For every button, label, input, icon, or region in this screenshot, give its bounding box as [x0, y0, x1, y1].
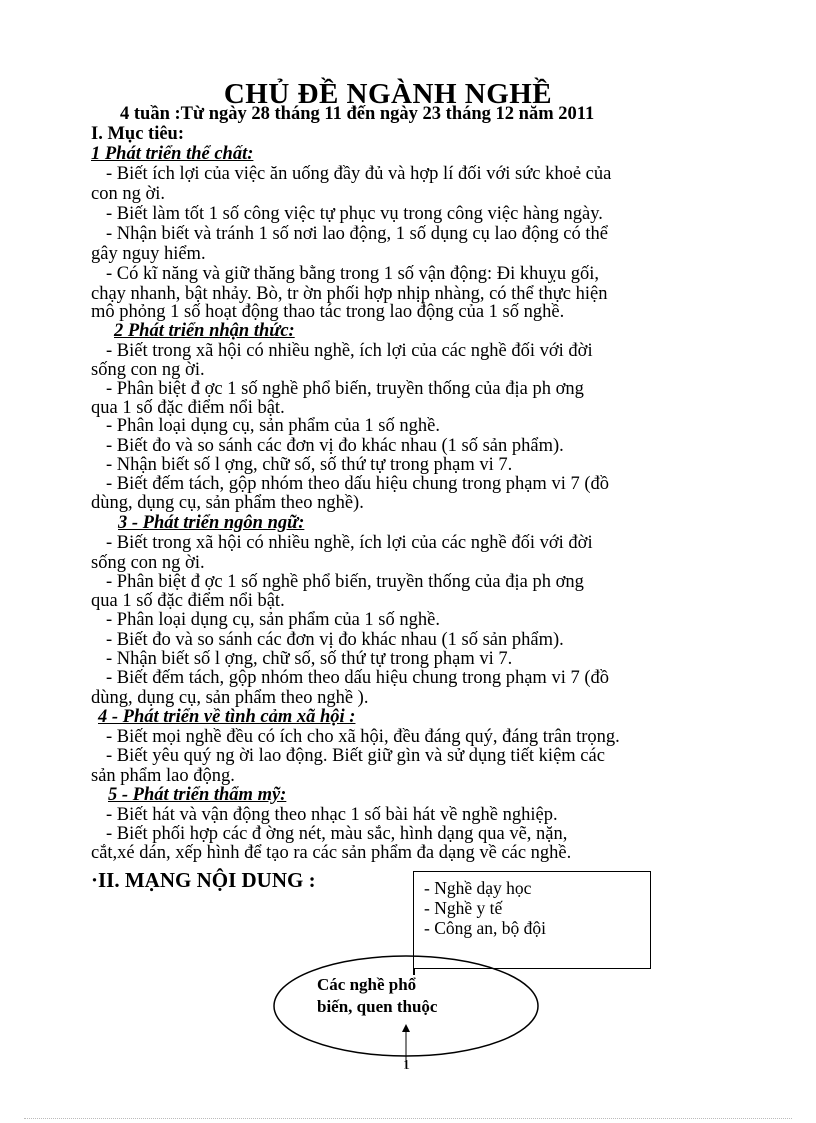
text-line: sống con ng ời.	[91, 553, 205, 573]
text-line: - Nhận biết số l ợng, chữ số, số thứ tự trong phạm vi 7.	[106, 649, 513, 669]
subheading-aesthetic: 5 - Phát triển thẩm mỹ:	[108, 785, 287, 805]
central-topic-label	[317, 974, 437, 1018]
text-line: - Biết trong xã hội có nhiều nghề, ích lợi của các nghề đối với đời	[106, 533, 593, 553]
box-item: - Công an, bộ đội	[424, 918, 547, 938]
subheading-social-emotional: 4 - Phát triển về tình cảm xã hội :	[98, 707, 356, 727]
text-line: dùng, dụng cụ, sản phẩm theo nghề).	[91, 493, 364, 513]
page-title: CHỦ ĐỀ NGÀNH NGHỀ	[223, 78, 553, 110]
text-line: qua 1 số đặc điểm nổi bật.	[91, 591, 285, 611]
text-line: - Biết phối hợp các đ ờng nét, màu sắc, hình dạng qua vẽ, nặn,	[106, 824, 568, 844]
page-number: 1	[403, 1058, 410, 1073]
text-line: mô phỏng 1 số hoạt động thao tác trong lao động của 1 số nghề.	[91, 302, 565, 322]
text-line: - Phân biệt đ ợc 1 số nghề phổ biến, truyền thống của địa ph ơng	[106, 572, 584, 592]
text-line: qua 1 số đặc điểm nổi bật.	[91, 398, 285, 418]
text-line: - Nhận biết số l ợng, chữ số, số thứ tự trong phạm vi 7.	[106, 455, 513, 475]
text-line: con ng ời.	[91, 184, 166, 204]
section-heading-objectives: I. Mục tiêu:	[91, 124, 184, 144]
text-line: - Biết đo và so sánh các đơn vị đo khác nhau (1 số sản phẩm).	[106, 436, 564, 456]
date-range-subtitle: 4 tuần :Từ ngày 28 tháng 11 đến ngày 23 tháng 12 năm 2011	[120, 104, 595, 124]
text-line: - Có kĩ năng và giữ thăng bằng trong 1 số vận động: Đi khuỵu gối,	[106, 264, 600, 284]
text-line: - Phân loại dụng cụ, sản phẩm của 1 số nghề.	[106, 416, 440, 436]
text-line: - Biết đếm tách, gộp nhóm theo dấu hiệu chung trong phạm vi 7 (đồ	[106, 668, 609, 688]
text-line: - Phân biệt đ ợc 1 số nghề phổ biến, truyền thống của địa ph ơng	[106, 379, 584, 399]
subheading-cognitive: 2 Phát triển nhận thức:	[114, 321, 295, 341]
text-line: dùng, dụng cụ, sản phẩm theo nghề ).	[91, 688, 369, 708]
text-line: - Biết yêu quý ng ời lao động. Biết giữ gìn và sử dụng tiết kiệm các	[106, 746, 605, 766]
text-line: cắt,xé dán, xếp hình để tạo ra các sản phẩm đa dạng về các nghề.	[91, 843, 572, 863]
subheading-language: 3 - Phát triển ngôn ngữ:	[118, 513, 305, 533]
ellipse-line: Các nghề phổ	[317, 975, 417, 994]
text-line: - Nhận biết và tránh 1 số nơi lao động, 1 số dụng cụ lao động có thể	[106, 224, 608, 244]
subheading-physical: 1 Phát triển thể chất:	[91, 144, 254, 164]
section-heading-content-network: ·II. MẠNG NỘI DUNG :	[91, 868, 316, 892]
text-line: - Biết đếm tách, gộp nhóm theo dấu hiệu chung trong phạm vi 7 (đồ	[106, 474, 609, 494]
text-line: - Biết trong xã hội có nhiều nghề, ích lợi của các nghề đối với đời	[106, 341, 593, 361]
text-line: gây nguy hiểm.	[91, 244, 206, 264]
text-line: sống con ng ời.	[91, 360, 205, 380]
text-line: chạy nhanh, bật nhảy. Bò, tr ờn phối hợp nhịp nhàng, có thể thực hiện	[91, 284, 608, 304]
text-line: - Biết đo và so sánh các đơn vị đo khác nhau (1 số sản phẩm).	[106, 630, 564, 650]
text-line: - Biết hát và vận động theo nhạc 1 số bài hát về nghề nghiệp.	[106, 805, 558, 825]
text-line: - Biết ích lợi của việc ăn uống đầy đủ và hợp lí đối với sức khoẻ của	[106, 164, 612, 184]
text-line: - Phân loại dụng cụ, sản phẩm của 1 số nghề.	[106, 610, 440, 630]
ellipse-line: biến, quen thuộc	[317, 997, 438, 1016]
box-item: - Nghề y tế	[424, 898, 503, 918]
page-bottom-divider	[24, 1118, 792, 1119]
text-line: - Biết làm tốt 1 số công việc tự phục vụ trong công việc hàng ngày.	[106, 204, 603, 224]
box-item: - Nghề dạy học	[424, 878, 532, 898]
text-line: - Biết mọi nghề đều có ích cho xã hội, đều đáng quý, đáng trân trọng.	[106, 727, 620, 747]
text-line: sản phẩm lao động.	[91, 766, 235, 786]
